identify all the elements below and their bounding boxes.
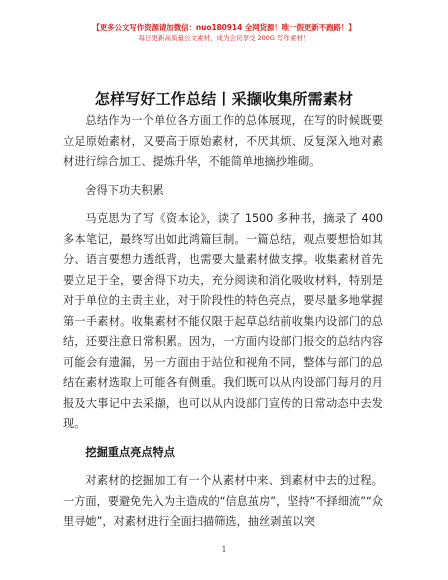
paragraph-intro: 总结作为一个单位各方面工作的总体展现，在写的时候既要立足原始素材，又要高于原始素材，不厌其烦、反复深入地对素材进行综合加工、提炼升华，不能简单地摘抄堆砌。: [63, 114, 383, 168]
spacer: [63, 435, 383, 441]
subheading-highlights: 挖掘重点亮点特点: [85, 445, 175, 459]
promo-banner-line-2: 每日更新高质量公文素材，成为会员享受 200G 写作素材！: [138, 34, 310, 42]
paragraph-mining: 对素材的挖掘加工有一个从素材中来、到素材中去的过程。一方面，要避免先入为主造成的“信息茧房”，坚持“不择细流”“众里寻她”，对素材进行全面扫描筛选，抽丝剥茧以突: [63, 474, 383, 528]
promo-banner: [50, 22, 398, 43]
paragraph-marx: 马克思为了写《资本论》，读了 1500 多种书，摘录了 400 多本笔记，最终写出如此鸿篇巨制。一篇总结，观点要想恰如其分、语言要想力透纸背，也需要大量素材做支撑。收集素材首先要立足于全，要舍得下功夫，充分阅读和消化吸收材料，特别是对于单位的主责主业，对于阶段性的特色亮点，要尽量多地掌握第一手素材。收集素材不能仅限于起草总结前收集内设部门的总结，还要注意日常积累。因为，一方面内设部门报交的总结内容可能会有遗漏，另一方面由于站位和视角不同，整体与部门的总结在素材选取上可能各有侧重。我们既可以从内设部门每月的月报及大事记中去采撷，也可以从内设部门宣传的日常动态中去发现。: [63, 212, 383, 430]
document-title: 怎样写好工作总结丨采撷收集所需素材: [94, 90, 354, 108]
spacer: [63, 173, 383, 179]
document-body: [63, 111, 383, 533]
page-number: 1: [221, 545, 227, 554]
subheading-accumulate: 舍得下功夫积累: [85, 183, 164, 197]
promo-banner-line-1: 【更多公文写作资源请加微信：nuo180914 全网货源！唯一假更新不跑路！】: [92, 23, 356, 32]
